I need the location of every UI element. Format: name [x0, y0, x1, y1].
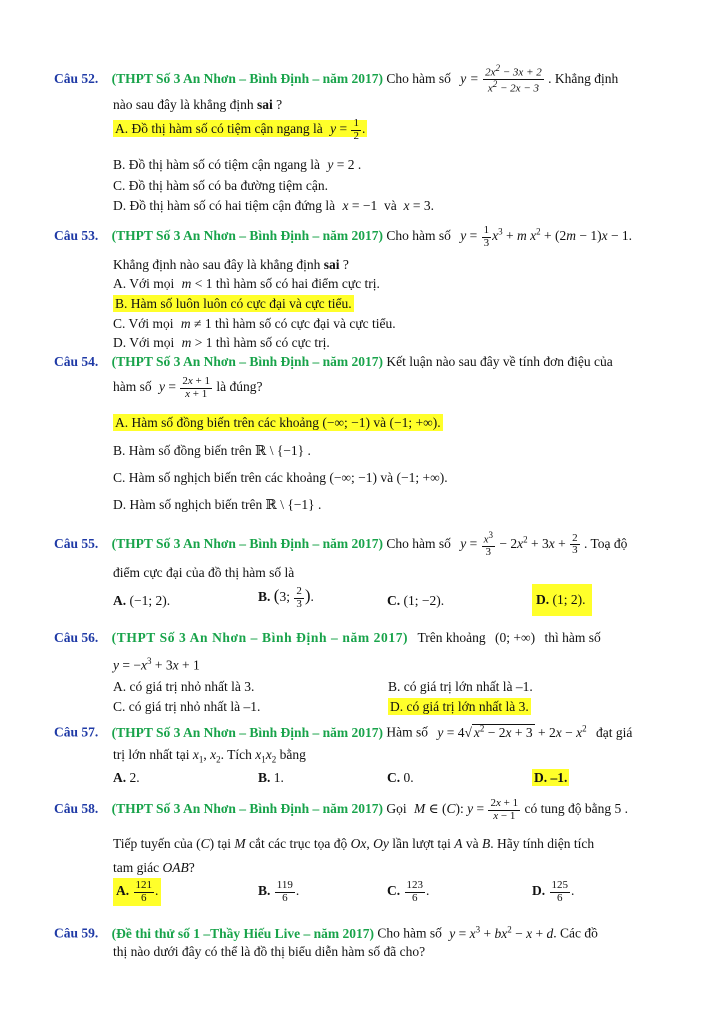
q57-option-c[interactable]	[387, 770, 414, 786]
q53-sai: sai	[323, 257, 340, 272]
q58-option-a-label: A.	[116, 883, 130, 899]
q57-option-d[interactable]	[532, 770, 569, 786]
q57-option-a[interactable]	[113, 770, 140, 786]
q58-option-b[interactable]: B. $\frac{119}{6}$ .	[258, 879, 300, 904]
q58-number: Câu 58.	[54, 801, 99, 817]
q58-stem2-e: và	[465, 836, 479, 851]
q56-option-b-text: B. có giá trị lớn nhất là –1.	[388, 679, 533, 694]
q56-option-c[interactable]	[113, 699, 260, 715]
q53-option-c-text: C. Với mọi	[113, 316, 174, 331]
q52-line1	[54, 64, 618, 95]
q59-line2	[113, 944, 425, 960]
q57-number: Câu 57.	[54, 724, 99, 740]
q57-line2: trị lớn nhất tại $x_1$, $x_2$. Tích $x_1x_2$ bằng	[113, 747, 306, 765]
q55-option-c[interactable]: C. (1; −2).	[387, 593, 445, 608]
q52-sai: sai	[256, 97, 273, 112]
q58-option-b-label: B.	[258, 883, 271, 899]
q57-option-a-value: 2.	[129, 770, 140, 785]
q56-stem-tail: thì hàm số	[544, 630, 601, 645]
q55-line1	[54, 531, 627, 559]
q57-option-d-text: D. –1.	[534, 770, 568, 785]
q55-number: Câu 55.	[54, 535, 99, 551]
q58-line3: tam giác OAB?	[113, 860, 195, 875]
q54-option-b-text: B. Hàm số đồng biến trên	[113, 443, 252, 458]
q54-stem2: hàm số	[113, 379, 152, 395]
q53-option-a-text: A. Với mọi	[113, 276, 175, 291]
q58-stem2-c: cắt các trục tọa độ	[249, 836, 348, 851]
q58-stem2-d: lần lượt tại	[392, 836, 451, 851]
q53-function: y = $\frac{1}{3}$ $x^3 + m$ $x^2 + (2m - 1)x - 1$.	[460, 224, 633, 249]
q57-stem2: trị lớn nhất tại	[113, 747, 190, 762]
q55-line2	[113, 565, 294, 581]
q58-option-c-label: C.	[387, 883, 401, 899]
q54-and: và	[373, 415, 387, 430]
q55-option-d-label: D.	[536, 592, 550, 607]
q59-line1	[54, 924, 598, 941]
q56-option-b[interactable]	[388, 679, 533, 695]
q54-line2: hàm số y = $\frac{2x + 1}{x + 1}$ là đúng?	[113, 375, 263, 400]
q58-option-c[interactable]: C. $\frac{123}{6}$ .	[387, 879, 430, 904]
q53-source: (THPT Số 3 An Nhơn – Bình Định – năm 2017)	[111, 228, 383, 244]
q58-stem3-a: tam giác	[113, 860, 160, 875]
q52-line2	[113, 97, 282, 113]
q55-option-b[interactable]: B. (3; $\frac{2}{3}$ ).	[258, 585, 314, 610]
q55-stem2: điểm cực đại của đồ thị hàm số là	[113, 565, 295, 580]
q57-option-c-label: C.	[387, 770, 401, 785]
q52-option-a-text: A. Đồ thị hàm số có tiệm cận ngang là	[115, 121, 323, 137]
q54-option-b[interactable]: B. Hàm số đồng biến trên ℝ \ {−1} .	[113, 443, 311, 458]
q56-option-a-text: A. có giá trị nhỏ nhất là 3.	[113, 679, 255, 694]
q58-stem-tail: có tung độ bằng 5 .	[524, 801, 628, 817]
q56-option-d[interactable]	[388, 699, 531, 715]
q57-function: y = 4√ $x^2 - 2x + 3 + 2x - x^2$	[437, 723, 587, 740]
q55-option-a-label: A.	[113, 593, 127, 608]
q56-function: $y = -x^3 + 3x + 1$	[113, 656, 200, 673]
q52-stem-tail: . Khẳng định	[548, 70, 619, 86]
q53-stem: Cho hàm số	[386, 228, 451, 244]
q58-option-a[interactable]: A. $\frac{121}{6}$ .	[113, 878, 161, 906]
q54-option-a[interactable]: A. Hàm số đồng biến trên các khoảng (−∞; −1) và (−1; +∞).	[115, 415, 441, 430]
q54-option-c-text: C. Hàm số nghịch biến trên các khoảng	[113, 470, 326, 485]
q54-option-d[interactable]: D. Hàm số nghịch biến trên ℝ \ {−1} .	[113, 497, 322, 512]
q52-option-b[interactable]: B. Đồ thị hàm số có tiệm cận ngang là y = 2 .	[113, 157, 362, 172]
q55-stem-tail: . Toạ độ	[583, 535, 628, 551]
q52-option-d-text: D. Đồ thị hàm số có hai tiệm cận đứng là	[113, 198, 336, 213]
q59-stem2: thị nào dưới đây có thể là đồ thị biểu diễn hàm số đã cho?	[113, 944, 426, 959]
q54-option-c[interactable]: C. Hàm số nghịch biến trên các khoảng (−∞; −1) và (−1; +∞).	[113, 470, 448, 485]
q57-stem-tail: đạt giá	[595, 724, 633, 740]
q53-line2	[113, 257, 349, 273]
q55-source: (THPT Số 3 An Nhơn – Bình Định – năm 2017)	[111, 535, 383, 551]
q53-option-d-text2: thì hàm số có cực trị.	[215, 335, 330, 350]
q56-line1: Câu 56. (THPT Số 3 An Nhơn – Bình Định – năm 2017) Trên khoảng (0; +∞) thì hàm số	[54, 630, 601, 645]
q58-option-d-label: D.	[532, 883, 546, 899]
q53-option-b[interactable]	[113, 296, 354, 312]
q52-number: Câu 52.	[54, 70, 99, 86]
q58-line2: Tiếp tuyến của (C) tại M cắt các trục tọa độ Ox, Oy lần lượt tại A và B. Hãy tính diện tích	[113, 836, 595, 851]
q59-stem-tail: . Các đồ	[553, 925, 598, 941]
q56-option-d-text: D. có giá trị lớn nhất là 3.	[390, 699, 529, 714]
q57-bang: bằng	[279, 747, 306, 762]
q54-source: (THPT Số 3 An Nhơn – Bình Định – năm 2017)	[111, 354, 383, 369]
q56-source: (THPT Số 3 An Nhơn – Bình Định – năm 2017)	[111, 630, 409, 645]
q59-stem: Cho hàm số	[377, 925, 442, 941]
q52-function: y = $\frac{2x^2 - 3x + 2}{x^2 - 2x - 3}$	[460, 63, 542, 95]
q52-stem2: nào sau đây là khẳng định	[113, 97, 254, 112]
q55-option-d[interactable]: D. (1; 2).	[532, 584, 592, 616]
q53-option-c-text2: thì hàm số có cực đại và cực tiểu.	[214, 316, 396, 331]
q56-stem: Trên khoảng	[417, 630, 486, 645]
q57-source: (THPT Số 3 An Nhơn – Bình Định – năm 2017)	[111, 724, 383, 740]
q55-stem: Cho hàm số	[386, 535, 451, 551]
q54-stem: Kết luận nào sau đây về tính đơn điệu của	[386, 354, 613, 369]
q58-option-d[interactable]: D. $\frac{125}{6}$ .	[532, 879, 575, 904]
q58-stem2-b: tại	[217, 836, 232, 851]
q57-option-b-value: 1.	[273, 770, 284, 785]
q59-source: (Đề thi thử số 1 –Thầy Hiếu Live – năm 2017)	[111, 925, 375, 941]
q58-stem2-a: Tiếp tuyến của	[113, 836, 193, 851]
q52-option-b-text: B. Đồ thị hàm số có tiệm cận ngang là	[113, 157, 320, 172]
q55-option-c-label: C.	[387, 593, 401, 608]
q57-line1	[54, 723, 632, 740]
q53-option-b-text: B. Hàm số luôn luôn có cực đại và cực tiểu.	[115, 296, 352, 311]
q54-and-c: và	[380, 470, 394, 485]
q54-stem2-tail: là đúng?	[216, 379, 263, 395]
q57-option-b[interactable]	[258, 770, 284, 786]
q53-qmark: ?	[342, 257, 349, 272]
q53-option-d-text: D. Với mọi	[113, 335, 175, 350]
q53-stem2: Khẳng định nào sau đây là khẳng định	[113, 257, 321, 272]
q52-stem: Cho hàm số	[386, 70, 451, 86]
q55-option-b-label: B.	[258, 589, 271, 605]
q55-function: y = $\frac{x^3}{3}$ − $2x^2 + 3x$ + $\frac{2}{3}$	[460, 530, 578, 559]
q52-option-c[interactable]	[113, 178, 328, 194]
q54-number: Câu 54.	[54, 354, 99, 369]
q52-source: (THPT Số 3 An Nhơn – Bình Định – năm 2017)	[111, 70, 383, 86]
q56-number: Câu 56.	[54, 630, 99, 645]
q53-option-d[interactable]: D. Với mọi m > 1 thì hàm số có cực trị.	[113, 335, 330, 350]
q58-stem3-b: ?	[188, 860, 195, 875]
q58-source: (THPT Số 3 An Nhơn – Bình Định – năm 2017)	[111, 801, 383, 817]
q57-tich: . Tích	[220, 747, 252, 762]
q52-qmark: ?	[276, 97, 283, 112]
q56-option-a[interactable]	[113, 679, 254, 695]
q52-option-a[interactable]: A. Đồ thị hàm số có tiệm cận ngang là y = $\frac{1}{2}$ .	[115, 117, 366, 142]
q57-option-c-value: 0.	[403, 770, 414, 785]
q57-option-b-label: B.	[258, 770, 271, 785]
q58-function: M ∈ (C): y = $\frac{2x + 1}{x - 1}$	[413, 797, 519, 822]
q53-option-c[interactable]: C. Với mọi m ≠ 1 thì hàm số có cực đại và cực tiểu.	[113, 316, 396, 331]
q58-stem: Gọi	[386, 801, 407, 817]
q53-option-a[interactable]: A. Với mọi m < 1 thì hàm số có hai điểm cực trị.	[113, 276, 380, 291]
q54-line1	[54, 354, 613, 370]
q56-option-c-text: C. có giá trị nhỏ nhất là –1.	[113, 699, 261, 714]
q57-option-a-label: A.	[113, 770, 127, 785]
q53-option-a-text2: thì hàm số có hai điểm cực trị.	[215, 276, 380, 291]
q53-number: Câu 53.	[54, 228, 99, 244]
q58-stem2-f: . Hãy tính diện tích	[490, 836, 595, 851]
q57-stem: Hàm số	[386, 724, 428, 740]
q54-option-d-text: D. Hàm số nghịch biến trên	[113, 497, 263, 512]
q52-option-c-text: C. Đồ thị hàm số có ba đường tiệm cận.	[113, 178, 329, 193]
q58-line1	[54, 798, 628, 822]
q59-function: $y = x^3 + bx^2 - x + d$	[449, 924, 554, 941]
q53-line1	[54, 225, 632, 249]
q55-option-a[interactable]: A. (−1; 2).	[113, 593, 171, 608]
q59-number: Câu 59.	[54, 925, 99, 941]
q52-option-d[interactable]: D. Đồ thị hàm số có hai tiệm cận đứng là x = −1 và x = 3.	[113, 198, 435, 213]
q54-option-a-text: A. Hàm số đồng biến trên các khoảng	[115, 415, 319, 430]
